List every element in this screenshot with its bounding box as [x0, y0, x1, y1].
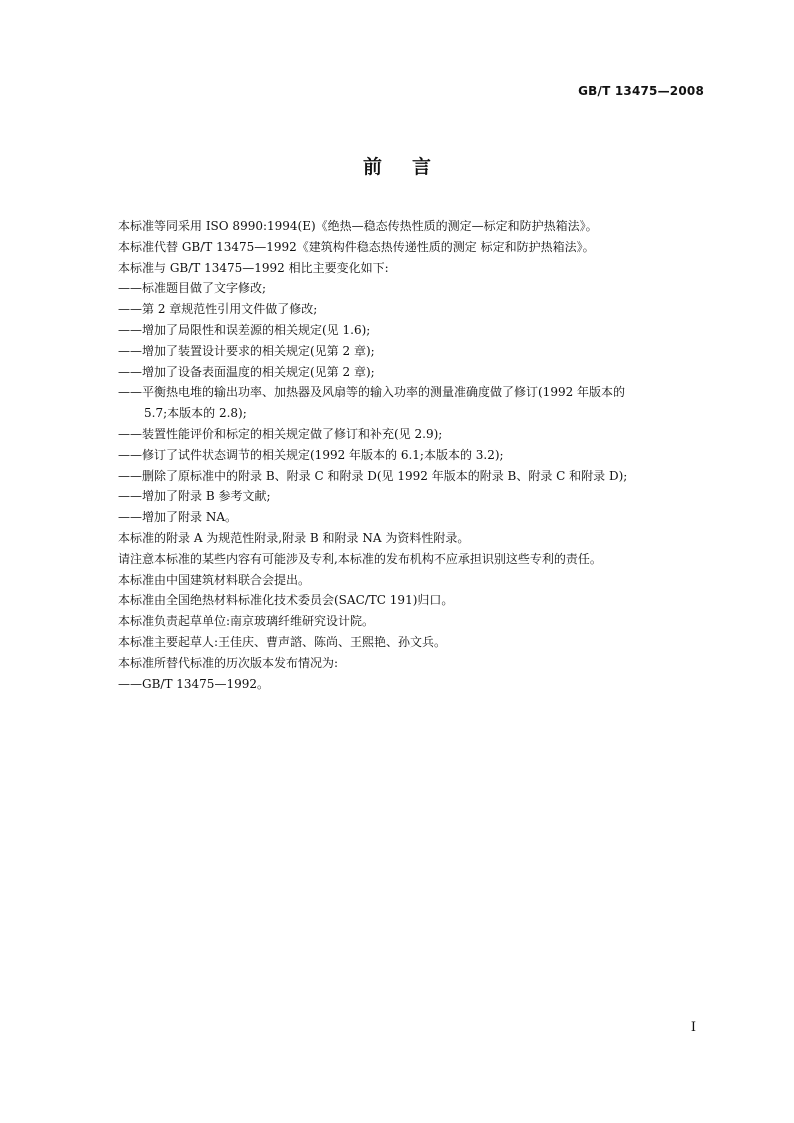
change-item: ——装置性能评价和标定的相关规定做了修订和补充(见 2.9);	[118, 426, 443, 441]
paragraph-changes-intro: 本标准与 GB/T 13475—1992 相比主要变化如下:	[118, 260, 389, 275]
change-item: ——平衡热电堆的输出功率、加热器及风扇等的输入功率的测量准确度做了修订(1992 年版本的	[118, 385, 626, 400]
paragraph-replacement: 本标准代替 GB/T 13475—1992《建筑构件稳态热传递性质的测定 标定和防护热箱法》。	[118, 239, 595, 254]
change-item: ——增加了局限性和误差源的相关规定(见 1.6);	[118, 322, 371, 337]
change-item: ——修订了试件状态调节的相关规定(1992 年版本的 6.1;本版本的 3.2);	[118, 447, 504, 462]
history-item: ——GB/T 13475—1992。	[118, 676, 269, 691]
paragraph-drafting-unit: 本标准负责起草单位:南京玻璃纤维研究设计院。	[118, 614, 375, 629]
page-title: 前言	[362, 156, 461, 178]
change-item-continuation: 5.7;本版本的 2.8);	[144, 406, 247, 421]
paragraph-patent-notice: 请注意本标准的某些内容有可能涉及专利,本标准的发布机构不应承担识别这些专利的责任。	[118, 551, 602, 566]
change-item: ——增加了装置设计要求的相关规定(见第 2 章);	[118, 343, 375, 358]
change-item: ——第 2 章规范性引用文件做了修改;	[118, 302, 318, 317]
change-item: ——增加了附录 B 参考文献;	[118, 489, 271, 504]
page-number: I	[690, 1020, 696, 1035]
standard-number: GB/T 13475—2008	[578, 84, 704, 98]
paragraph-committee: 本标准由全国绝热材料标准化技术委员会(SAC/TC 191)归口。	[118, 593, 454, 608]
foreword-body	[118, 216, 710, 694]
change-item: ——增加了设备表面温度的相关规定(见第 2 章);	[118, 364, 375, 379]
paragraph-drafters: 本标准主要起草人:王佳庆、曹声諮、陈尚、王熙艳、孙文兵。	[118, 634, 447, 649]
paragraph-history-intro: 本标准所替代标准的历次版本发布情况为:	[118, 655, 339, 670]
change-item: ——标准题目做了文字修改;	[118, 281, 267, 296]
paragraph-proposer: 本标准由中国建筑材料联合会提出。	[118, 572, 311, 587]
change-item: ——增加了附录 NA。	[118, 510, 237, 525]
change-item: ——删除了原标准中的附录 B、附录 C 和附录 D(见 1992 年版本的附录 B、附录 C 和附录 D);	[118, 468, 628, 483]
paragraph-annexes: 本标准的附录 A 为规范性附录,附录 B 和附录 NA 为资料性附录。	[118, 530, 470, 545]
paragraph-adoption: 本标准等同采用 ISO 8990:1994(E)《绝热—稳态传热性质的测定—标定和防护热箱法》。	[118, 219, 598, 233]
